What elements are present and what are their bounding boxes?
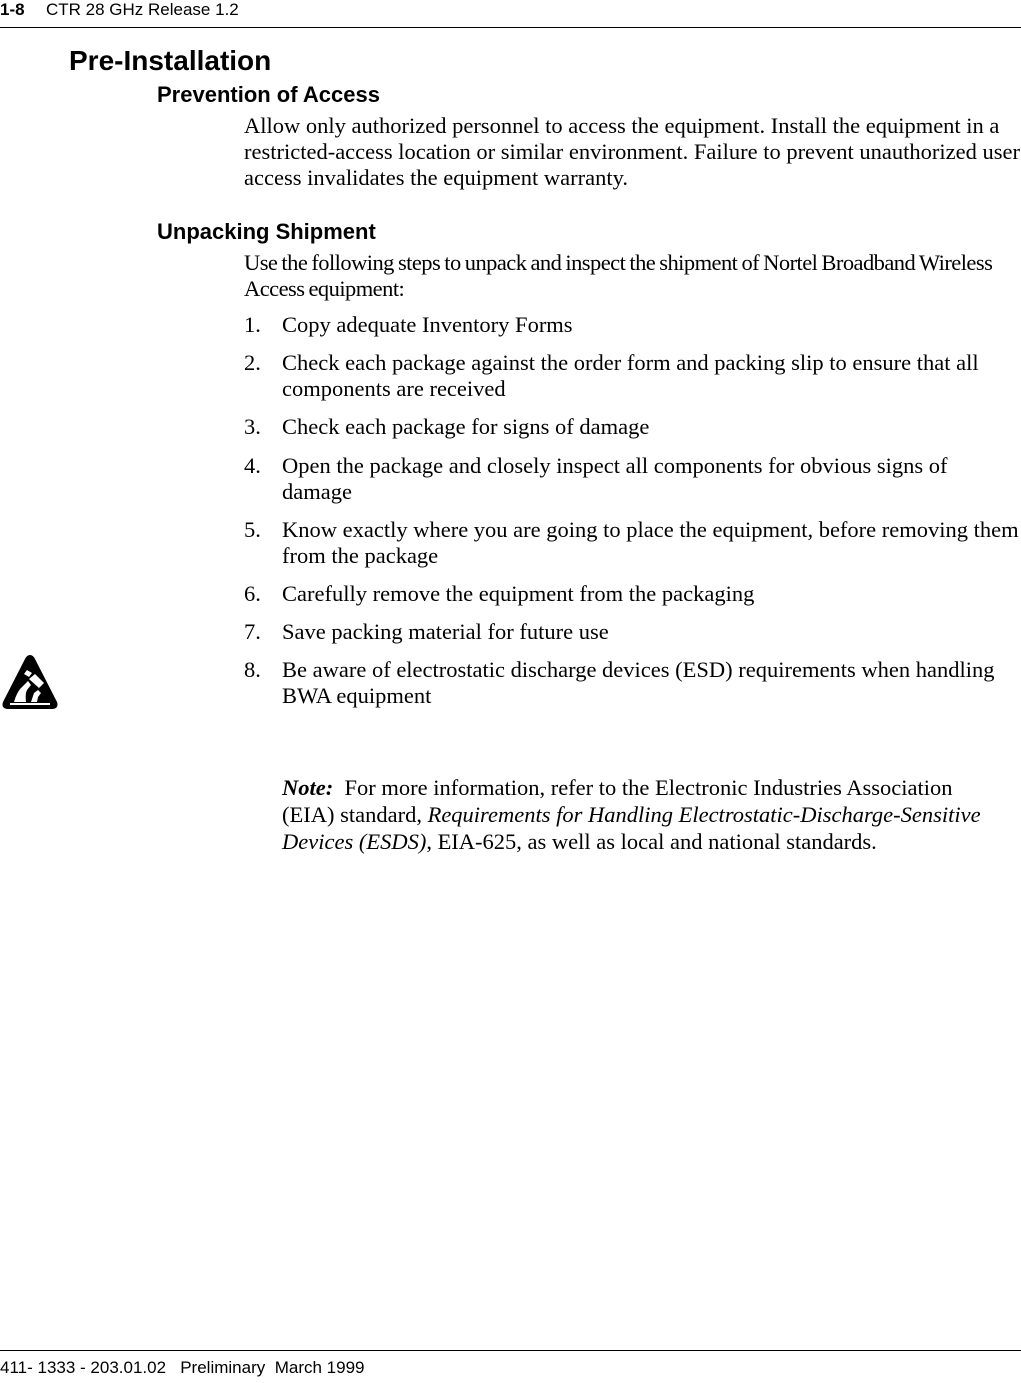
step-number: 3.: [244, 414, 261, 439]
note-label: Note:: [282, 775, 334, 800]
step-number: 2.: [244, 350, 261, 375]
document-status: Preliminary: [180, 1358, 266, 1377]
section-title: Pre-Installation: [69, 45, 272, 76]
step-number: 7.: [244, 619, 261, 644]
prevention-heading: Prevention of Access: [157, 82, 380, 107]
step-text: Check each package for signs of damage: [282, 414, 650, 439]
unpacking-heading: Unpacking Shipment: [157, 219, 376, 244]
step-number: 5.: [244, 517, 261, 542]
page-number: 1-8: [0, 0, 25, 19]
step-text: Know exactly where you are going to place the equipment, before removing them from the package: [282, 517, 1019, 568]
document-title: CTR 28 GHz Release 1.2: [46, 0, 239, 19]
page-header: [0, 0, 1021, 28]
step-number: 8.: [244, 657, 261, 682]
standard-title: Requirements for Handling Electrostatic-Discharge-Sensitive Devices (ESDS): [282, 802, 981, 854]
unpacking-intro: Use the following steps to unpack and inspect the shipment of Nortel Broadband Wireless Access equipment:: [244, 250, 993, 301]
step-text: Save packing material for future use: [282, 619, 609, 644]
step-number: 1.: [244, 312, 261, 337]
esd-note: [282, 774, 1002, 855]
step-text: Check each package against the order form and packing slip to ensure that all components are received: [282, 350, 979, 401]
publication-date: March 1999: [274, 1358, 365, 1377]
prevention-text: Allow only authorized personnel to access the equipment. Install the equipment in a restricted-access location or similar environment. Failure to prevent unauthorized user access invalidates the equipment warranty.: [244, 113, 1020, 190]
document-number: 411- 1333 - 203.01.02: [0, 1358, 167, 1377]
step-text: Be aware of electrostatic discharge devices (ESD) requirements when handling BWA equipment: [282, 657, 995, 708]
note-text-2: , EIA-625, as well as local and national standards.: [426, 829, 877, 854]
step-text: Carefully remove the equipment from the packaging: [282, 581, 755, 606]
page-footer: [0, 1350, 1021, 1378]
step-text: Open the package and closely inspect all components for obvious signs of damage: [282, 453, 948, 504]
step-number: 4.: [244, 453, 261, 478]
note-text-1: For more information, refer to the Electronic Industries Association (EIA) standard,: [282, 775, 953, 827]
step-text: Copy adequate Inventory Forms: [282, 312, 573, 337]
step-number: 6.: [244, 581, 261, 606]
esd-warning-icon: [0, 652, 60, 714]
